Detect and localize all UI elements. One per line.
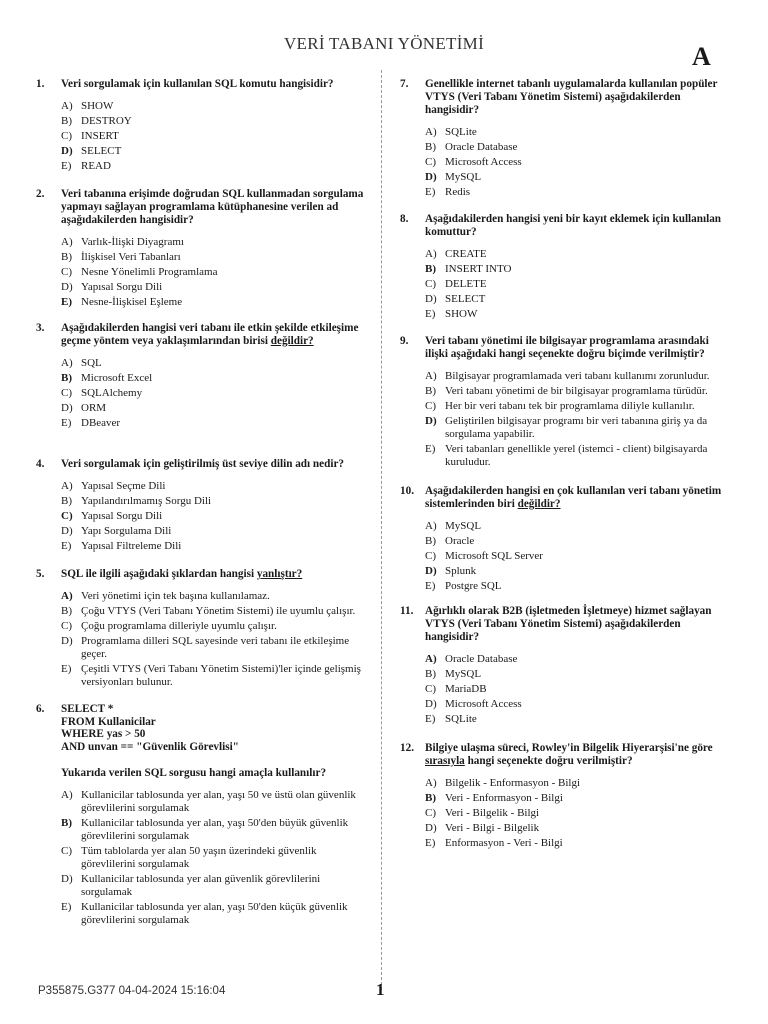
option-letter: C)	[61, 387, 72, 399]
option-letter: C)	[425, 156, 436, 168]
option-text: SQLite	[445, 713, 477, 725]
question-text-underlined: sırasıyla	[425, 755, 465, 767]
question-1	[36, 78, 364, 175]
option-d	[61, 525, 364, 538]
question-text	[425, 605, 732, 644]
option-text: Oracle Database	[445, 141, 518, 153]
column-divider	[381, 70, 382, 990]
option-a	[425, 126, 732, 139]
question-text-tail: hangi seçenekte doğru verilmiştir?	[467, 755, 633, 767]
option-letter: D)	[425, 293, 437, 305]
option-text: Tüm tablolarda yer alan 50 yaşın üzerindeki güvenlik görevlilerini sorgulamak	[81, 845, 317, 870]
option-d	[61, 635, 364, 661]
page-title: VERİ TABANI YÖNETİMİ	[283, 34, 485, 53]
question-text-main: Aşağıdakilerden hangisi en çok kullanılan veri tabanı yönetim sistemlerinden biri	[425, 485, 722, 510]
question-text	[61, 78, 364, 91]
option-text: Yapılandırılmamış Sorgu Dili	[81, 495, 212, 507]
question-number: 7.	[400, 78, 409, 90]
option-text: Yapısal Sorgu Dili	[81, 281, 163, 293]
option-letter: B)	[61, 372, 72, 384]
option-letter: B)	[425, 535, 436, 547]
question-12	[400, 742, 732, 852]
option-text: Veri yönetimi için tek başına kullanılamaz.	[81, 590, 270, 602]
option-text: Microsoft SQL Server	[445, 550, 543, 562]
option-e	[425, 713, 732, 726]
option-text: Yapısal Filtreleme Dili	[81, 540, 182, 552]
option-e	[61, 663, 364, 689]
option-text: Her bir veri tabanı tek bir programlama diliyle kullanılır.	[445, 400, 695, 412]
option-a	[61, 357, 364, 370]
question-text-main: SQL ile ilgili aşağıdaki şıklardan hangisi	[61, 568, 255, 580]
option-letter: C)	[61, 130, 72, 142]
option-b	[61, 251, 364, 264]
option-letter: B)	[61, 495, 72, 507]
question-text-main: Veri sorgulamak için geliştirilmiş üst seviye dilin adı nedir?	[61, 458, 345, 470]
option-e	[61, 160, 364, 173]
question-text	[425, 213, 732, 239]
options-list	[61, 789, 364, 927]
option-e	[61, 540, 364, 553]
option-text: Kullanicilar tablosunda yer alan, yaşı 50'den büyük güvenlik görevlilerini sorgulamak	[81, 817, 349, 842]
sql-line: SELECT *	[61, 703, 114, 715]
option-text: Microsoft Access	[445, 156, 522, 168]
option-text: Nesne-İlişkisel Eşleme	[81, 296, 183, 308]
option-a	[61, 590, 364, 603]
option-letter: C)	[425, 278, 436, 290]
option-letter: E)	[425, 713, 436, 725]
option-d	[425, 171, 732, 184]
option-letter: D)	[425, 171, 437, 183]
option-d	[61, 873, 364, 899]
question-11	[400, 605, 732, 728]
option-d	[61, 402, 364, 415]
option-b	[425, 668, 732, 681]
option-letter: A)	[61, 480, 73, 492]
option-a	[425, 653, 732, 666]
options-list	[425, 248, 732, 321]
question-text	[61, 568, 364, 581]
option-letter: E)	[425, 837, 436, 849]
option-letter: D)	[425, 415, 437, 427]
question-text-underlined: yanlıştır?	[256, 568, 303, 580]
option-letter: B)	[61, 251, 72, 263]
option-letter: A)	[61, 236, 73, 248]
option-text: Yapı Sorgulama Dili	[81, 525, 172, 537]
option-b	[61, 605, 364, 618]
question-5	[36, 568, 364, 691]
footer-code: P355875.G377 04-04-2024 15:16:04	[38, 985, 226, 997]
option-letter: B)	[425, 792, 436, 804]
option-letter: A)	[61, 357, 73, 369]
option-letter: E)	[61, 160, 72, 172]
option-text: SELECT	[445, 293, 486, 305]
option-d	[425, 822, 732, 835]
option-text: Kullanicilar tablosunda yer alan, yaşı 50'den küçük güvenlik görevlilerini sorgulamak	[81, 901, 348, 926]
option-c	[61, 510, 364, 523]
question-number: 8.	[400, 213, 409, 225]
option-letter: C)	[61, 266, 72, 278]
question-text	[425, 78, 732, 117]
option-c	[61, 620, 364, 633]
question-number: 10.	[400, 485, 414, 497]
options-list	[425, 370, 732, 469]
option-text: DELETE	[445, 278, 487, 290]
option-b	[425, 385, 732, 398]
option-text: MySQL	[445, 668, 482, 680]
question-text: Yukarıda verilen SQL sorgusu hangi amaçla kullanılır?	[61, 767, 327, 779]
option-text: INSERT INTO	[445, 263, 512, 275]
option-text: Bilgisayar programlamada veri tabanı kullanımı zorunludur.	[445, 370, 710, 382]
question-6	[36, 703, 364, 929]
option-text: MariaDB	[445, 683, 487, 695]
option-letter: A)	[425, 248, 437, 260]
option-a	[61, 789, 364, 815]
option-b	[425, 535, 732, 548]
option-letter: D)	[61, 281, 73, 293]
option-letter: E)	[425, 308, 436, 320]
option-d	[61, 281, 364, 294]
option-letter: E)	[425, 580, 436, 592]
option-c	[425, 156, 732, 169]
option-e	[61, 417, 364, 430]
option-letter: D)	[61, 145, 73, 157]
option-a	[61, 480, 364, 493]
option-text: Bilgelik - Enformasyon - Bilgi	[445, 777, 581, 789]
question-text-main: Veri sorgulamak için kullanılan SQL komutu hangisidir?	[61, 78, 334, 90]
option-text: Postgre SQL	[445, 580, 502, 592]
option-b	[61, 817, 364, 843]
question-text-main: Genellikle internet tabanlı uygulamalarda kullanılan popüler VTYS (Veri Tabanı Yönetim Sistemi) aşağıdakilerden hangisidir?	[425, 78, 718, 116]
option-letter: E)	[61, 540, 72, 552]
option-letter: A)	[425, 653, 437, 665]
option-letter: C)	[425, 400, 436, 412]
sql-line: FROM Kullanicilar	[61, 715, 156, 728]
option-e	[425, 308, 732, 321]
option-text: Geliştirilen bilgisayar programı bir veri tabanına giriş ya da sorgulama yapabilir.	[445, 415, 708, 440]
option-a	[425, 777, 732, 790]
option-text: İlişkisel Veri Tabanları	[81, 251, 181, 263]
option-text: Veri - Enformasyon - Bilgi	[445, 792, 563, 804]
question-4	[36, 458, 364, 555]
option-text: SQLite	[445, 126, 477, 138]
option-letter: E)	[425, 443, 436, 455]
option-c	[61, 845, 364, 871]
sql-line: AND unvan == "Güvenlik Görevlisi"	[61, 740, 239, 753]
option-text: Enformasyon - Veri - Bilgi	[445, 837, 563, 849]
option-c	[425, 278, 732, 291]
option-d	[61, 145, 364, 158]
option-d	[425, 293, 732, 306]
option-e	[61, 296, 364, 309]
question-number: 12.	[400, 742, 414, 754]
option-letter: D)	[61, 873, 73, 885]
options-list	[425, 520, 732, 593]
question-text	[425, 335, 732, 361]
option-letter: B)	[425, 141, 436, 153]
option-text: INSERT	[81, 130, 119, 142]
option-letter: B)	[425, 385, 436, 397]
question-number: 11.	[400, 605, 414, 617]
option-text: SQLAlchemy	[81, 387, 143, 399]
option-letter: E)	[61, 417, 72, 429]
option-text: Oracle	[445, 535, 475, 547]
option-letter: A)	[61, 100, 73, 112]
sql-line: WHERE yas > 50	[61, 728, 146, 740]
option-text: Microsoft Excel	[81, 372, 153, 384]
question-text-underlined: değildir?	[517, 498, 561, 510]
options-list	[61, 357, 364, 430]
option-e	[425, 580, 732, 593]
option-letter: B)	[425, 668, 436, 680]
option-text: SHOW	[81, 100, 114, 112]
option-letter: C)	[61, 510, 73, 522]
option-c	[61, 387, 364, 400]
options-list	[425, 653, 732, 726]
option-e	[425, 186, 732, 199]
option-a	[61, 100, 364, 113]
question-text	[425, 742, 732, 768]
option-letter: A)	[425, 370, 437, 382]
question-text	[61, 188, 364, 227]
page-number: 1	[376, 980, 385, 999]
option-b	[61, 495, 364, 508]
option-a	[425, 520, 732, 533]
option-text: Varlık-İlişki Diyagramı	[81, 236, 184, 248]
options-list	[61, 480, 364, 553]
question-9	[400, 335, 732, 471]
option-letter: D)	[61, 402, 73, 414]
question-text	[61, 322, 364, 348]
option-text: READ	[81, 160, 111, 172]
option-a	[61, 236, 364, 249]
option-letter: E)	[425, 186, 436, 198]
option-b	[425, 263, 732, 276]
option-text: Veri tabanları genellikle yerel (istemci - client) bilgisayarda kuruludur.	[445, 443, 708, 468]
option-e	[425, 837, 732, 850]
option-text: Veri - Bilgi - Bilgelik	[445, 822, 540, 834]
option-b	[425, 792, 732, 805]
option-text: Çoğu programlama dilleriyle uyumlu çalışır.	[81, 620, 277, 632]
option-text: Çoğu VTYS (Veri Tabanı Yönetim Sistemi) ile uyumlu çalışır.	[81, 605, 356, 617]
option-letter: D)	[61, 525, 73, 537]
option-text: MySQL	[445, 520, 482, 532]
option-text: DBeaver	[81, 417, 121, 429]
option-letter: C)	[61, 620, 72, 632]
question-number: 2.	[36, 188, 45, 200]
option-text: Kullanicilar tablosunda yer alan, yaşı 50 ve üstü olan güvenlik görevlilerini sorgulamak	[81, 789, 356, 814]
option-c	[425, 807, 732, 820]
option-letter: B)	[425, 263, 436, 275]
question-text	[425, 485, 732, 511]
option-text: Splunk	[445, 565, 477, 577]
option-letter: A)	[61, 789, 73, 801]
option-text: Microsoft Access	[445, 698, 522, 710]
option-d	[425, 565, 732, 578]
question-8	[400, 213, 732, 323]
option-b	[61, 115, 364, 128]
option-b	[61, 372, 364, 385]
option-c	[425, 550, 732, 563]
option-letter: D)	[425, 698, 437, 710]
question-2	[36, 188, 364, 311]
option-text: CREATE	[445, 248, 487, 260]
question-text-main: Aşağıdakilerden hangisi veri tabanı ile etkin şekilde etkileşime geçme yöntem veya yaklaşımlarından birisi	[61, 322, 359, 347]
option-letter: E)	[61, 663, 72, 675]
question-text-main: Veri tabanına erişimde doğrudan SQL kullanmadan sorgulama yapmayı sağlayan programlama kütüphanesine verilen ad aşağıdakilerden hangisidir?	[61, 188, 364, 226]
question-7	[400, 78, 732, 201]
option-letter: B)	[61, 817, 72, 829]
option-text: Nesne Yönelimli Programlama	[81, 266, 218, 278]
option-text: Veri - Bilgelik - Bilgi	[445, 807, 540, 819]
option-letter: C)	[425, 683, 436, 695]
options-list	[61, 100, 364, 173]
option-text: Veri tabanı yönetimi de bir bilgisayar programlama türüdür.	[445, 385, 708, 397]
option-letter: A)	[425, 520, 437, 532]
question-3	[36, 322, 364, 432]
option-text: Programlama dilleri SQL sayesinde veri tabanı ile etkileşime geçer.	[81, 635, 350, 660]
option-text: SQL	[81, 357, 102, 369]
option-a	[425, 370, 732, 383]
option-c	[61, 130, 364, 143]
option-letter: C)	[425, 550, 436, 562]
option-text: MySQL	[445, 171, 482, 183]
question-text	[61, 458, 364, 471]
question-text-main: Veri tabanı yönetimi ile bilgisayar programlama arasındaki ilişki aşağıdaki hangi seçenekte doğru biçimde verilmiştir?	[425, 335, 709, 360]
question-text-main: Aşağıdakilerden hangisi yeni bir kayıt eklemek için kullanılan komuttur?	[425, 213, 722, 238]
question-text-main: Bilgiye ulaşma süreci, Rowley'in Bilgelik Hiyerarşisi'ne göre	[425, 742, 713, 754]
question-number: 3.	[36, 322, 45, 334]
options-list	[425, 126, 732, 199]
option-a	[425, 248, 732, 261]
option-e	[61, 901, 364, 927]
option-letter: D)	[61, 635, 73, 647]
option-text: Yapısal Sorgu Dili	[81, 510, 163, 522]
option-letter: B)	[61, 115, 72, 127]
option-text: Redis	[445, 186, 471, 198]
option-text: Oracle Database	[445, 653, 518, 665]
option-letter: B)	[61, 605, 72, 617]
option-letter: E)	[61, 901, 72, 913]
options-list	[61, 590, 364, 689]
question-number: 5.	[36, 568, 45, 580]
option-d	[425, 415, 732, 441]
option-letter: C)	[425, 807, 436, 819]
option-letter: E)	[61, 296, 72, 308]
option-letter: A)	[61, 590, 73, 602]
option-letter: A)	[425, 777, 437, 789]
option-d	[425, 698, 732, 711]
option-b	[425, 141, 732, 154]
question-10	[400, 485, 732, 595]
option-text: Çeşitli VTYS (Veri Tabanı Yönetim Sistemi)'ler içinde gelişmiş versiyonları bulunur.	[81, 663, 361, 688]
options-list	[61, 236, 364, 309]
option-text: Kullanicilar tablosunda yer alan güvenlik görevlilerini sorgulamak	[81, 873, 321, 898]
question-number: 6.	[36, 703, 45, 715]
option-c	[425, 400, 732, 413]
question-number: 4.	[36, 458, 45, 470]
option-text: Yapısal Seçme Dili	[81, 480, 166, 492]
booklet-letter: A	[692, 42, 711, 71]
question-number: 9.	[400, 335, 409, 347]
option-letter: C)	[61, 845, 72, 857]
option-c	[425, 683, 732, 696]
option-text: ORM	[81, 402, 107, 414]
option-e	[425, 443, 732, 469]
question-text-main: Ağırlıklı olarak B2B (işletmeden İşletmeye) hizmet sağlayan VTYS (Veri Tabanı Yönetim Sistemi) aşağıdakilerden hangisidir?	[425, 605, 712, 643]
option-text: SELECT	[81, 145, 122, 157]
option-letter: D)	[425, 822, 437, 834]
option-text: DESTROY	[81, 115, 132, 127]
option-text: SHOW	[445, 308, 478, 320]
question-text-underlined: değildir?	[270, 335, 314, 347]
option-c	[61, 266, 364, 279]
question-number: 1.	[36, 78, 45, 90]
option-letter: D)	[425, 565, 437, 577]
options-list	[425, 777, 732, 850]
option-letter: A)	[425, 126, 437, 138]
